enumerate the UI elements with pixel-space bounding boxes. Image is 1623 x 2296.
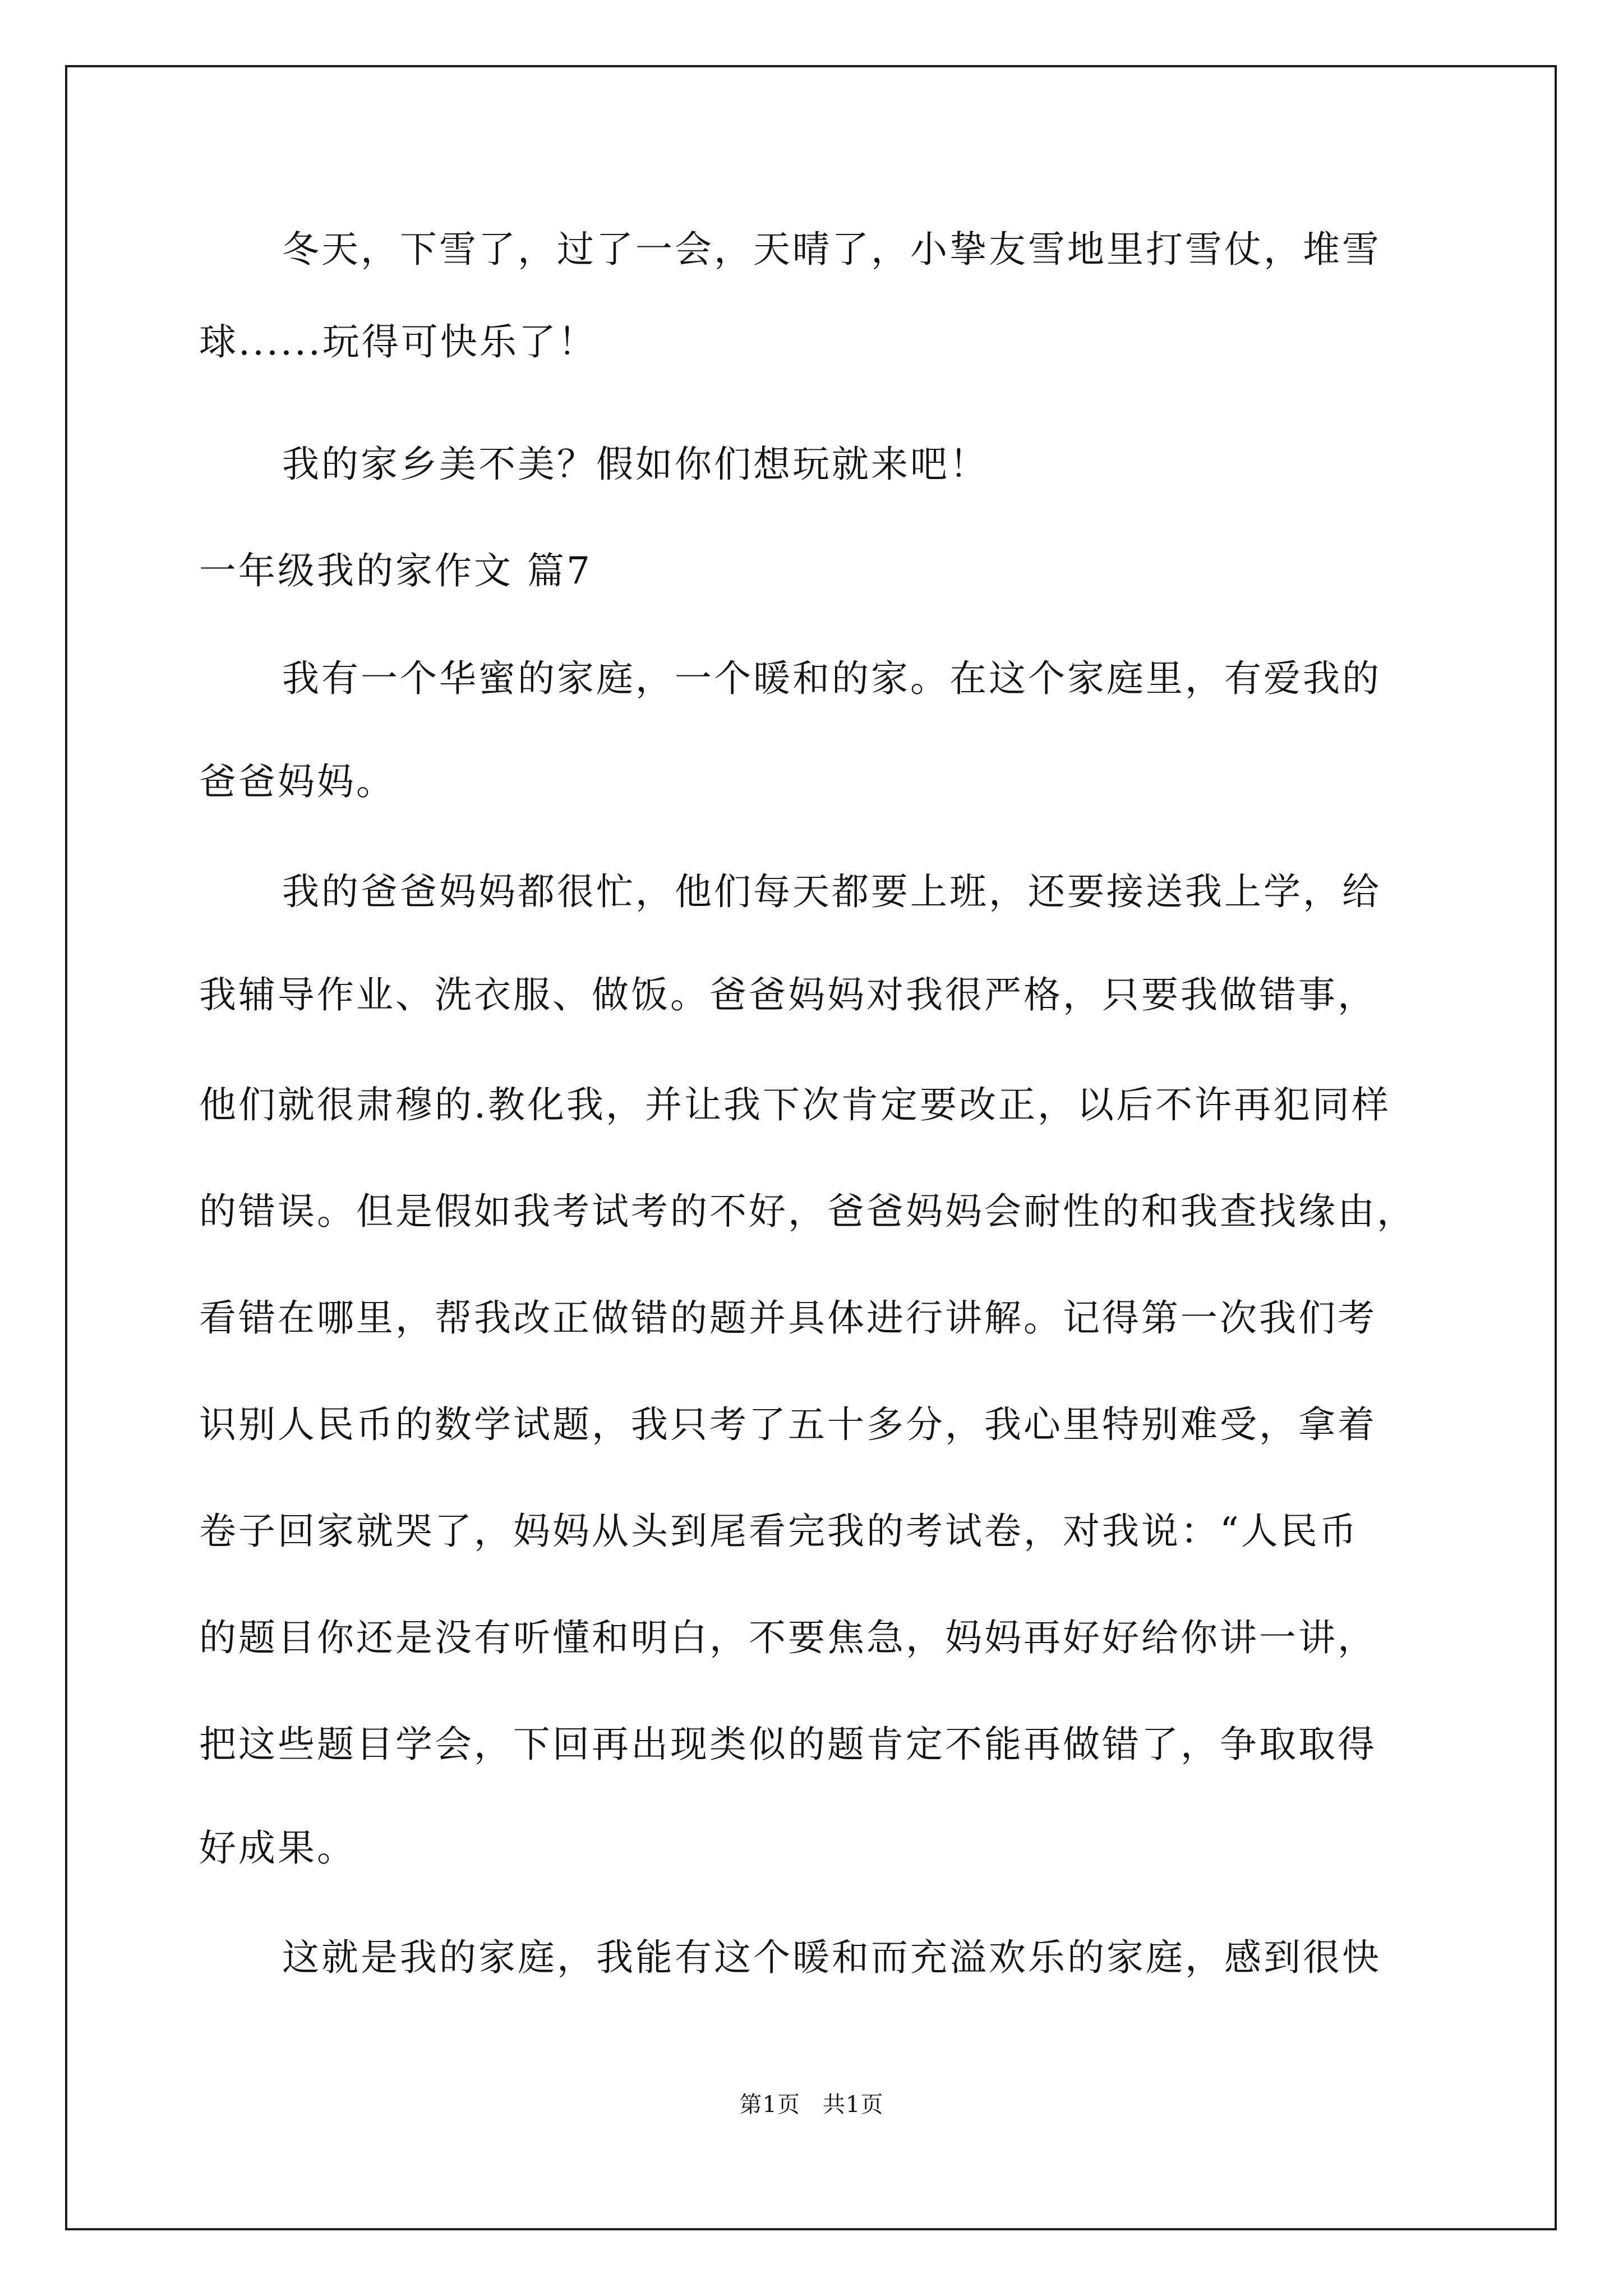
page-total: 共1页 xyxy=(823,2092,884,2118)
paragraph-line: 我有一个华蜜的家庭，一个暖和的家。在这个家庭里，有爱我的 xyxy=(282,657,1381,700)
paragraph-line: 冬天，下雪了，过了一会，天晴了，小挚友雪地里打雪仗，堆雪 xyxy=(282,228,1381,271)
page-number: 第1页 xyxy=(739,2092,800,2118)
paragraph-line: 看错在哪里，帮我改正做错的题并具体进行讲解。记得第一次我们考 xyxy=(199,1296,1377,1340)
paragraph-line: 我的爸爸妈妈都很忙，他们每天都要上班，还要接送我上学，给 xyxy=(282,870,1381,913)
paragraph-line: 好成果。 xyxy=(199,1826,356,1870)
paragraph-line: 我的家乡美不美？假如你们想玩就来吧！ xyxy=(282,443,989,486)
paragraph-line: 识别人民币的数学试题，我只考了五十多分，我心里特别难受，拿着 xyxy=(199,1403,1377,1446)
paragraph-line: 这就是我的家庭，我能有这个暖和而充溢欢乐的家庭，感到很快 xyxy=(282,1936,1381,1979)
paragraph-line: 球......玩得可快乐了！ xyxy=(199,320,597,364)
page-footer xyxy=(0,2088,1623,2122)
paragraph-line: 爸爸妈妈。 xyxy=(199,760,395,803)
page-border xyxy=(65,65,1557,2230)
paragraph-line: 的题目你还是没有听懂和明白，不要焦急，妈妈再好好给你讲一讲， xyxy=(199,1616,1377,1659)
paragraph-line: 的错误。但是假如我考试考的不好，爸爸妈妈会耐性的和我查找缘由， xyxy=(199,1190,1416,1233)
section-heading: 一年级我的家作文 篇7 xyxy=(199,549,592,592)
paragraph-line: 我辅导作业、洗衣服、做饭。爸爸妈妈对我很严格，只要我做错事， xyxy=(199,973,1377,1016)
paragraph-line: 卷子回家就哭了，妈妈从头到尾看完我的考试卷，对我说：“人民币 xyxy=(199,1510,1359,1553)
paragraph-line: 把这些题目学会，下回再出现类似的题肯定不能再做错了，争取取得 xyxy=(199,1723,1377,1766)
paragraph-line: 他们就很肃穆的.教化我，并让我下次肯定要改正，以后不许再犯同样 xyxy=(199,1083,1391,1126)
